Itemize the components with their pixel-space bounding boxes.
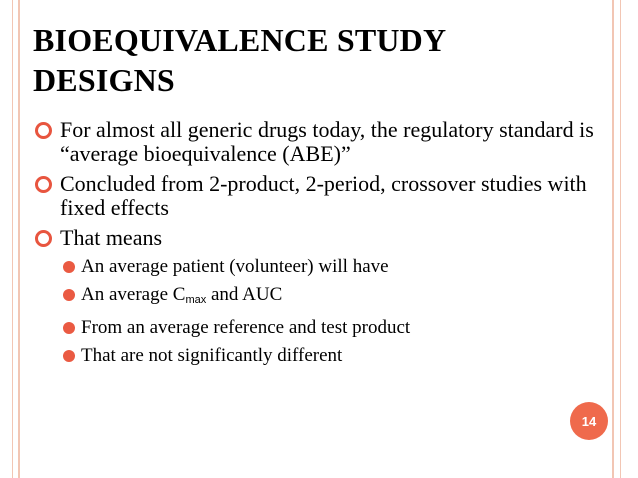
sub-list-item (33, 317, 603, 339)
sub-bullet-text-prefix: An average C (81, 284, 186, 305)
bullet-list (33, 118, 603, 373)
sub-bullet-text: That are not significantly different (81, 345, 343, 366)
dot-bullet-icon (63, 261, 75, 273)
right-rule-inner (620, 0, 621, 478)
left-rule-inner (12, 0, 13, 478)
dot-bullet-icon (63, 350, 75, 362)
sub-bullet-text: An average patient (volunteer) will have (81, 256, 389, 277)
sub-list-item (33, 284, 603, 311)
cmax-subscript: max (185, 294, 207, 306)
list-item (33, 226, 603, 250)
sub-bullet-text-suffix: and AUC (206, 284, 283, 305)
slide-title: BIOEQUIVALENCE STUDY DESIGNS (33, 22, 446, 98)
bullet-text: That means (60, 225, 163, 250)
ring-bullet-icon (35, 176, 52, 193)
sub-bullet-text: From an average reference and test product (81, 317, 411, 338)
dot-bullet-icon (63, 322, 75, 334)
left-rule-outer (18, 0, 20, 478)
bullet-text: For almost all generic drugs today, the regulatory standard is “average bioequivalence (ABE)” (60, 117, 594, 166)
sub-list-item (33, 345, 603, 367)
ring-bullet-icon (35, 122, 52, 139)
bullet-text: Concluded from 2-product, 2-period, crossover studies with fixed effects (60, 171, 587, 220)
list-item (33, 118, 603, 166)
ring-bullet-icon (35, 230, 52, 247)
right-rule-outer (612, 0, 614, 478)
sub-list-item (33, 256, 603, 278)
list-item (33, 172, 603, 220)
page-number-badge: 14 (570, 402, 608, 440)
dot-bullet-icon (63, 289, 75, 301)
